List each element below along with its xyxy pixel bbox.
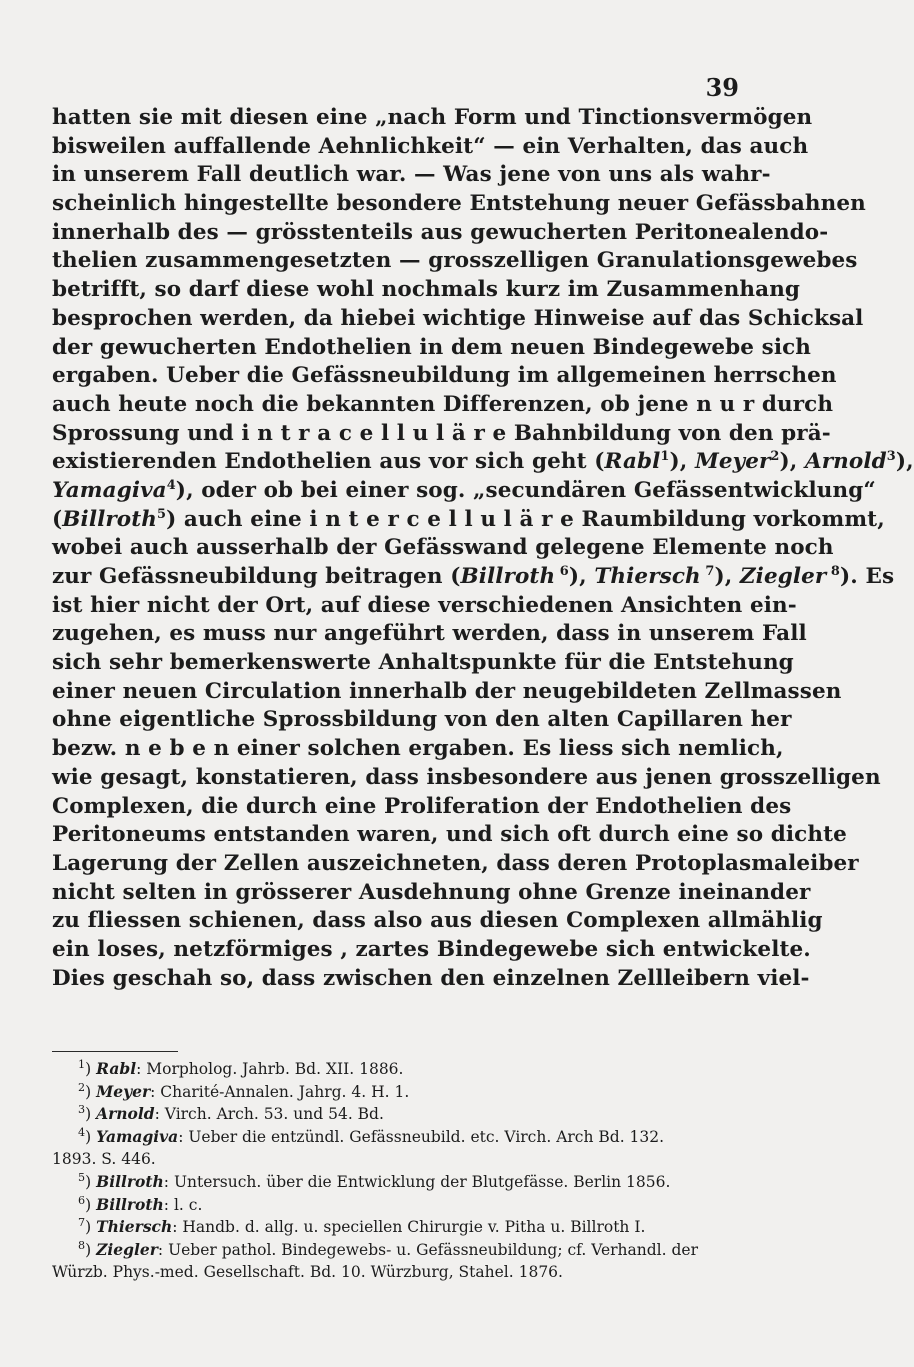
- text-line: [52, 190, 866, 219]
- footnote: [52, 1058, 764, 1081]
- text-line: [52, 133, 809, 162]
- footnote-author: Ziegler: [96, 1239, 158, 1259]
- text-line: [52, 563, 895, 592]
- text-run: nicht selten in grösserer Ausdehnung ohne Grenze ineinander: [52, 879, 811, 905]
- text-line: [52, 850, 859, 879]
- text-run: innerhalb des — grösstenteils aus gewucherten Peritonealendo-: [52, 219, 829, 245]
- footnote: [52, 1103, 764, 1126]
- text-run: hatten sie mit diesen eine „nach Form und Tinctionsvermögen: [52, 105, 813, 130]
- text-run: ohne eigentliche Sprossbildung von den alten Capillaren her: [52, 707, 792, 733]
- footnote-text: : Ueber die entzündl. Gefässneubild. etc. Virch. Arch Bd. 132.: [178, 1127, 665, 1146]
- footnote: [52, 1081, 764, 1104]
- text-run: ) auch eine i n t e r c e l l u l ä r e Raumbildung vorkommt,: [166, 506, 885, 532]
- text-run: ergaben. Ueber die Gefässneubildung im allgemeinen herrschen: [52, 363, 837, 389]
- body-text: [52, 104, 914, 993]
- text-line: [52, 362, 837, 391]
- text-run: bezw. n e b e n einer solchen ergaben. Es liess sich nemlich,: [52, 736, 784, 762]
- footnote-number: 6: [78, 1193, 86, 1207]
- text-line: [52, 649, 794, 678]
- text-run: sich sehr bemerkenswerte Anhaltspunkte für die Entstehung: [52, 650, 794, 676]
- footnote-text: : l. c.: [163, 1195, 203, 1214]
- text-run: ist hier nicht der Ort, auf diese verschiedenen Ansichten ein-: [52, 592, 797, 618]
- text-run: ),: [669, 449, 695, 475]
- footnote-number: 4: [78, 1125, 86, 1139]
- footnote-text: : Ueber pathol. Bindegewebs- u. Gefässneubildung; cf. Verhandl. der: [157, 1240, 698, 1259]
- text-run: ),: [568, 564, 595, 589]
- text-run: zugehen, es muss nur angeführt werden, dass in unserem Fall: [52, 621, 807, 647]
- text-run: ). Es: [840, 564, 895, 589]
- text-line: [52, 907, 823, 936]
- footnote-number: 3: [78, 1103, 86, 1117]
- text-line: [52, 161, 771, 190]
- text-line: [52, 477, 876, 506]
- footnote-text: : Morpholog. Jahrb. Bd. XII. 1886.: [136, 1060, 404, 1078]
- author-name: Rabl: [604, 449, 661, 475]
- footnote-author: Thiersch: [96, 1217, 173, 1237]
- text-run: Dies geschah so, dass zwischen den einzelnen Zellleibern viel-: [52, 965, 810, 991]
- footnote-ref: 1: [660, 449, 670, 465]
- footnote-author: Rabl: [96, 1059, 137, 1078]
- author-name: Meyer: [694, 449, 771, 475]
- text-run: scheinlich hingestellte besondere Entstehung neuer Gefässbahnen: [52, 191, 866, 217]
- footnote-ref: 8: [826, 563, 841, 579]
- text-run: thelien zusammengesetzten — grosszelligen Granulationsgewebes: [52, 248, 858, 274]
- footnote-paren: ): [85, 1060, 97, 1078]
- footnote-text: : Untersuch. über die Entwicklung der Blutgefässe. Berlin 1856.: [163, 1172, 671, 1191]
- footnote-paren: ): [85, 1240, 97, 1259]
- footnote-divider: [52, 1051, 178, 1052]
- text-run: (: [52, 506, 63, 532]
- footnote-number: 5: [78, 1170, 86, 1184]
- footnote-ref: 2: [770, 449, 780, 465]
- author-name: Billroth: [460, 564, 556, 589]
- text-line: [52, 821, 847, 850]
- footnote-continuation: Würzb. Phys.-med. Gesellschaft. Bd. 10. Würzburg, Stahel. 1876.: [52, 1263, 563, 1282]
- text-line: [52, 706, 792, 735]
- text-line: [52, 936, 811, 965]
- text-line: [52, 448, 914, 477]
- footnote-paren: ): [85, 1082, 97, 1101]
- text-line: [52, 276, 801, 305]
- text-run: existierenden Endothelien aus vor sich geht (: [52, 449, 605, 475]
- text-line: [52, 793, 792, 822]
- footnote-number: 8: [78, 1238, 86, 1252]
- text-run: Complexen, die durch eine Proliferation der Endothelien des: [52, 793, 792, 819]
- text-run: zu fliessen schienen, dass also aus diesen Complexen allmählig: [52, 908, 823, 934]
- text-line: [52, 592, 797, 621]
- footnote-number: 7: [78, 1216, 86, 1229]
- footnote-ref: 7: [700, 563, 715, 579]
- text-run: Peritoneums entstanden waren, und sich oft durch eine so dichte: [52, 822, 847, 848]
- footnote-author: Billroth: [96, 1171, 164, 1191]
- text-line: [52, 247, 858, 276]
- author-name: Billroth: [62, 506, 157, 532]
- text-run: wie gesagt, konstatieren, dass insbesondere aus jenen grosszelligen: [52, 764, 881, 790]
- text-line: [52, 334, 812, 363]
- footnote-continuation: 1893. S. 446.: [52, 1150, 156, 1169]
- footnote-ref: 6: [555, 563, 569, 579]
- footnote: [52, 1216, 764, 1239]
- text-line: [52, 506, 885, 535]
- text-run: ),: [714, 564, 740, 589]
- footnote: [52, 1171, 764, 1194]
- author-name: Yamagiva: [52, 477, 167, 503]
- author-name: Arnold: [804, 449, 887, 475]
- text-run: einer neuen Circulation innerhalb der neugebildeten Zellmassen: [52, 678, 842, 704]
- text-line: [52, 735, 784, 764]
- text-run: Sprossung und i n t r a c e l l u l ä r e Bahnbildung von den prä-: [52, 420, 831, 446]
- footnote-author: Meyer: [96, 1081, 151, 1101]
- text-line: [52, 219, 829, 248]
- footnote-paren: ): [85, 1105, 97, 1124]
- footnote-ref: 3: [886, 449, 896, 465]
- footnote-paren: ): [85, 1127, 97, 1146]
- text-line: [52, 620, 807, 649]
- footnotes: [52, 1058, 764, 1284]
- footnote-paren: ): [85, 1172, 97, 1191]
- text-line: [52, 879, 811, 908]
- footnote-text: : Handb. d. allg. u. speciellen Chirurgie v. Pitha u. Billroth I.: [172, 1218, 646, 1237]
- text-run: auch heute noch die bekannten Differenzen, ob jene n u r durch: [52, 391, 834, 417]
- footnote-number: 2: [78, 1080, 86, 1094]
- text-line: [52, 534, 834, 563]
- footnote-text: : Charité-Annalen. Jahrg. 4. H. 1.: [150, 1082, 410, 1101]
- text-line: [52, 391, 834, 420]
- footnote-paren: ): [85, 1195, 97, 1214]
- text-line: [52, 305, 864, 334]
- text-line: [52, 678, 842, 707]
- text-run: betrifft, so darf diese wohl nochmals kurz im Zusammenhang: [52, 277, 801, 303]
- text-run: ),: [895, 449, 914, 475]
- text-run: besprochen werden, da hiebei wichtige Hinweise auf das Schicksal: [52, 305, 864, 331]
- page-number: 39: [705, 73, 739, 102]
- text-run: in unserem Fall deutlich war. — Was jene von uns als wahr-: [52, 162, 771, 188]
- footnote: [52, 1126, 764, 1149]
- text-run: zur Gefässneubildung beitragen (: [52, 564, 461, 589]
- author-name: Thiersch: [594, 564, 701, 589]
- text-run: wobei auch ausserhalb der Gefässwand gelegene Elemente noch: [52, 535, 834, 561]
- text-run: Lagerung der Zellen auszeichneten, dass deren Protoplasmaleiber: [52, 850, 859, 876]
- footnote-author: Arnold: [96, 1104, 155, 1124]
- footnote-paren: ): [85, 1218, 97, 1237]
- footnote-text: : Virch. Arch. 53. und 54. Bd.: [154, 1105, 384, 1124]
- footnote: [52, 1194, 764, 1217]
- text-line: [52, 104, 813, 133]
- text-run: ein loses, netzförmiges , zartes Bindegewebe sich entwickelte.: [52, 936, 811, 962]
- footnote-author: Yamagiva: [96, 1126, 179, 1146]
- text-run: der gewucherten Endothelien in dem neuen Bindegewebe sich: [52, 334, 812, 360]
- text-line: [52, 420, 831, 449]
- text-line: [52, 764, 881, 793]
- text-line: [52, 965, 810, 994]
- footnote: [52, 1239, 764, 1262]
- footnote-author: Billroth: [96, 1194, 164, 1214]
- author-name: Ziegler: [739, 564, 827, 589]
- footnote-ref: 5: [157, 506, 167, 522]
- footnote-number: 1: [78, 1057, 86, 1071]
- footnote-ref: 4: [166, 477, 176, 493]
- text-run: bisweilen auffallende Aehnlichkeit“ — ein Verhalten, das auch: [52, 133, 809, 159]
- text-run: ),: [779, 449, 805, 475]
- text-run: ), oder ob bei einer sog. „secundären Gefässentwicklung“: [175, 477, 876, 503]
